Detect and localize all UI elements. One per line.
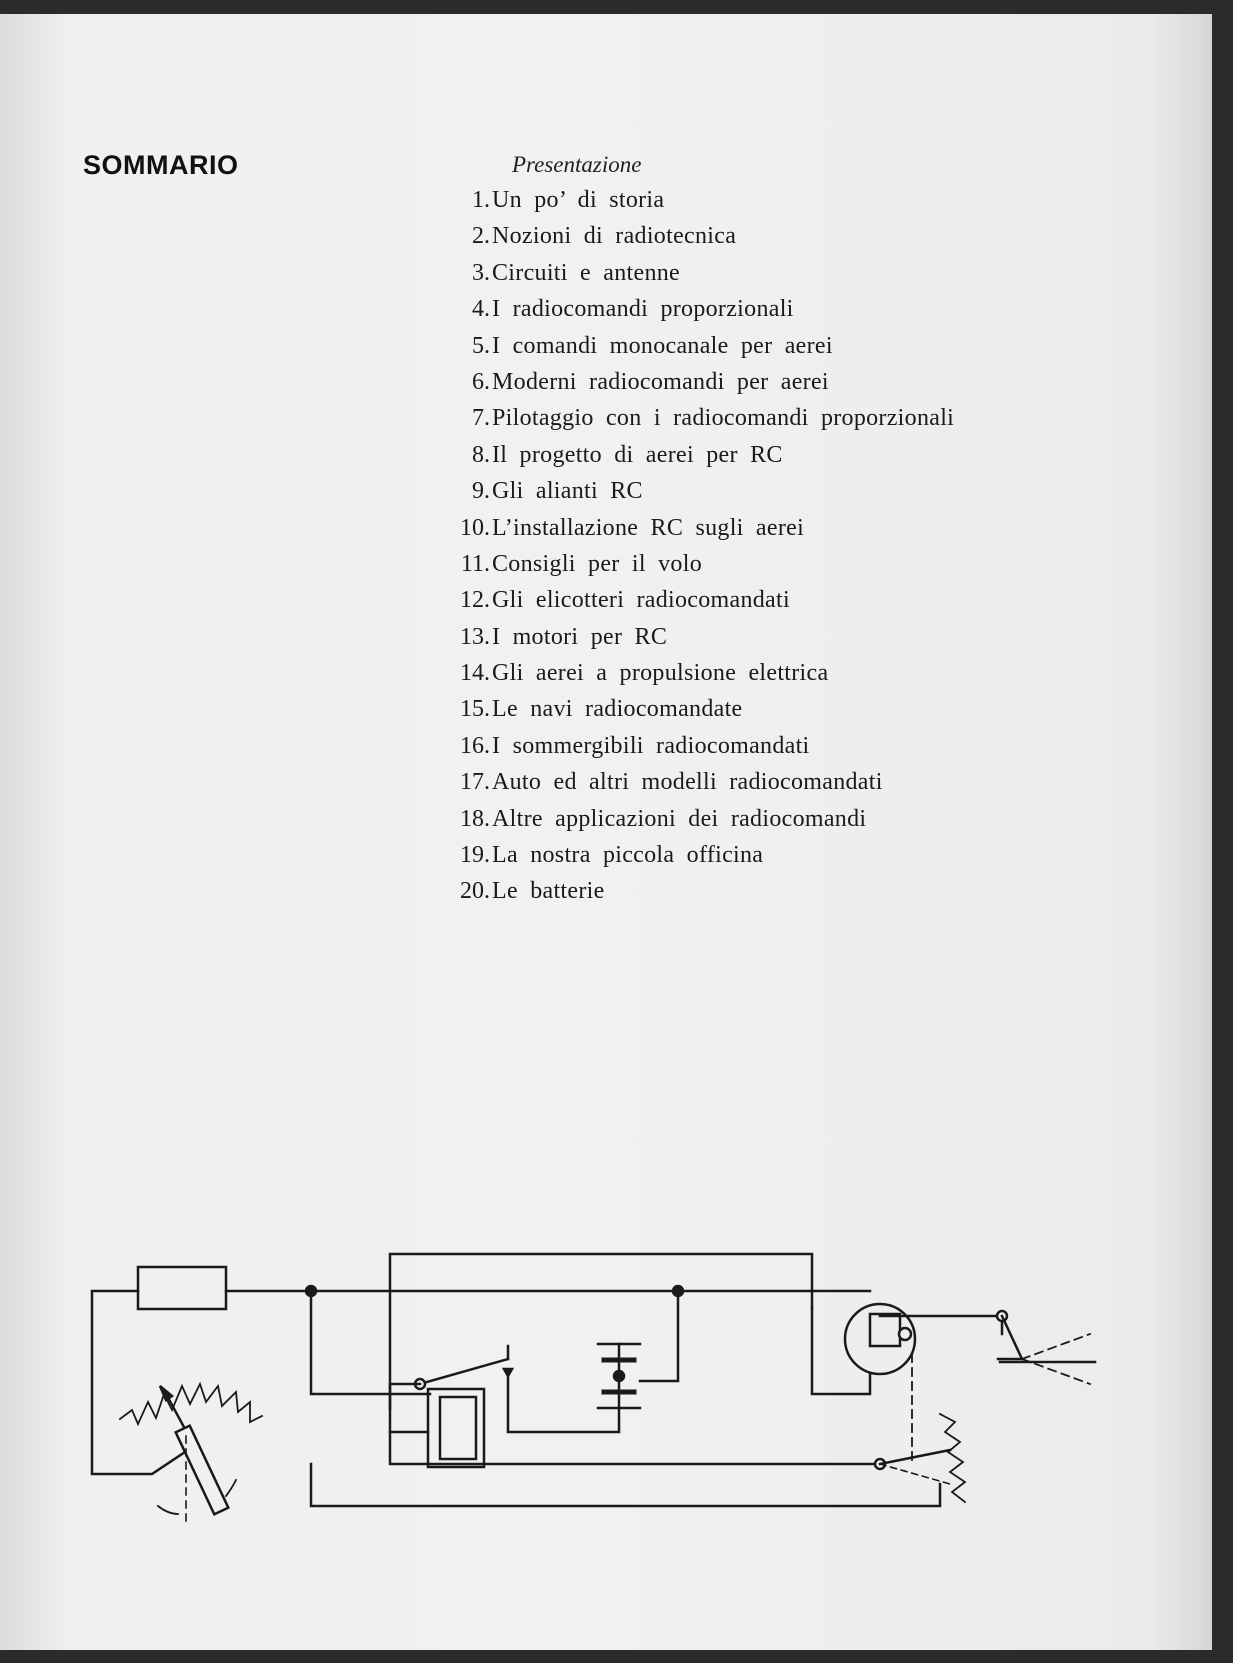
toc-number: 9. xyxy=(472,478,490,505)
page-title: SOMMARIO xyxy=(83,150,239,180)
toc-item xyxy=(430,619,668,655)
toc-title: L’installazione RC sugli aerei xyxy=(492,514,805,541)
toc-number: 16. xyxy=(460,732,490,759)
wire-relay-right xyxy=(390,1384,428,1432)
toc-title: Auto ed altri modelli radiocomandati xyxy=(492,769,883,796)
toc-item xyxy=(430,873,605,909)
toc-item xyxy=(430,546,702,582)
toc-number: 19. xyxy=(460,842,490,869)
toc-title: Gli aerei a propulsione elettrica xyxy=(492,660,829,687)
stick-travel-arrow xyxy=(226,1480,236,1496)
toc-number: 6. xyxy=(472,368,490,395)
toc-number: 20. xyxy=(460,878,490,905)
toc-item xyxy=(430,837,764,873)
toc-item xyxy=(430,255,681,291)
toc-title: Gli elicotteri radiocomandati xyxy=(492,587,790,614)
wire-left xyxy=(92,1291,185,1474)
toc-title: Le navi radiocomandate xyxy=(492,696,743,723)
feedback-wiper xyxy=(880,1450,950,1464)
toc-title: I radiocomandi proporzionali xyxy=(492,296,794,323)
resistor-box xyxy=(138,1267,226,1309)
stick-travel-arrow xyxy=(158,1506,178,1514)
servo-bracket xyxy=(870,1314,900,1346)
toc-title: Un po’ di storia xyxy=(492,187,665,213)
feedback-wiper-dashed xyxy=(880,1464,950,1484)
toc-title: Altre applicazioni dei radiocomandi xyxy=(492,805,867,832)
toc-item xyxy=(430,218,737,254)
toc-item xyxy=(430,728,810,764)
toc-item xyxy=(430,182,665,218)
toc-title: Il progetto di aerei per RC xyxy=(492,441,783,468)
toc-number: 13. xyxy=(460,623,490,650)
toc-item xyxy=(430,655,829,691)
toc-item xyxy=(430,400,955,436)
circuit-diagram xyxy=(0,1214,1212,1634)
toc-title: I motori per RC xyxy=(492,623,668,650)
toc-title: Nozioni di radiotecnica xyxy=(492,223,737,250)
relay-armature xyxy=(420,1359,508,1384)
toc-number: 3. xyxy=(472,259,490,286)
feedback-resistance-track xyxy=(940,1414,965,1502)
toc-number: 4. xyxy=(472,296,490,323)
toc-item xyxy=(430,437,783,473)
toc-item xyxy=(430,582,790,618)
wire-relay-left xyxy=(311,1291,430,1394)
wire-battery xyxy=(640,1291,678,1381)
toc-number: 14. xyxy=(460,660,490,687)
relay-core xyxy=(440,1397,476,1459)
toc-number: 15. xyxy=(460,696,490,723)
toc-title: La nostra piccola officina xyxy=(492,842,764,869)
toc-number: 10. xyxy=(460,514,490,541)
pot-resistance-track xyxy=(120,1384,262,1424)
wire-upper-bridge xyxy=(390,1254,812,1409)
toc-title: Circuiti e antenne xyxy=(492,259,681,286)
toc-title: I sommergibili radiocomandati xyxy=(492,732,810,759)
wire-battery-bottom xyxy=(508,1374,619,1432)
book-page xyxy=(0,14,1212,1650)
toc-item xyxy=(430,764,883,800)
wire-motor xyxy=(812,1308,870,1394)
toc-title: Le batterie xyxy=(492,878,605,905)
toc-title: I comandi monocanale per aerei xyxy=(492,332,833,359)
surface-travel xyxy=(1022,1334,1090,1359)
toc-number: 2. xyxy=(472,223,490,250)
toc-number: 8. xyxy=(472,441,490,468)
toc-title: Consigli per il volo xyxy=(492,550,702,577)
toc-number: 18. xyxy=(460,805,490,832)
contact-arrow xyxy=(504,1369,512,1376)
toc-title: Gli alianti RC xyxy=(492,478,643,505)
toc-item xyxy=(430,364,829,400)
toc-item xyxy=(430,473,643,509)
wire-bottom-outer xyxy=(311,1464,940,1506)
toc-number: 12. xyxy=(460,587,490,614)
toc-item xyxy=(430,328,833,364)
control-stick-inner xyxy=(186,1436,218,1504)
toc-number: 7. xyxy=(472,405,490,432)
toc-item xyxy=(430,801,867,837)
toc-item xyxy=(430,291,794,327)
toc-number: 11. xyxy=(460,550,490,577)
table-of-contents xyxy=(440,182,955,910)
battery-node xyxy=(614,1371,624,1381)
toc-number: 17. xyxy=(460,769,490,796)
toc-number: 5. xyxy=(472,332,490,359)
toc-title: Pilotaggio con i radiocomandi proporzionali xyxy=(492,405,955,432)
toc-intro: Presentazione xyxy=(512,152,642,177)
toc-number: 1. xyxy=(472,187,490,213)
toc-title: Moderni radiocomandi per aerei xyxy=(492,368,829,395)
toc-item xyxy=(430,691,743,727)
servo-shaft xyxy=(899,1328,911,1340)
toc-item xyxy=(430,510,805,546)
